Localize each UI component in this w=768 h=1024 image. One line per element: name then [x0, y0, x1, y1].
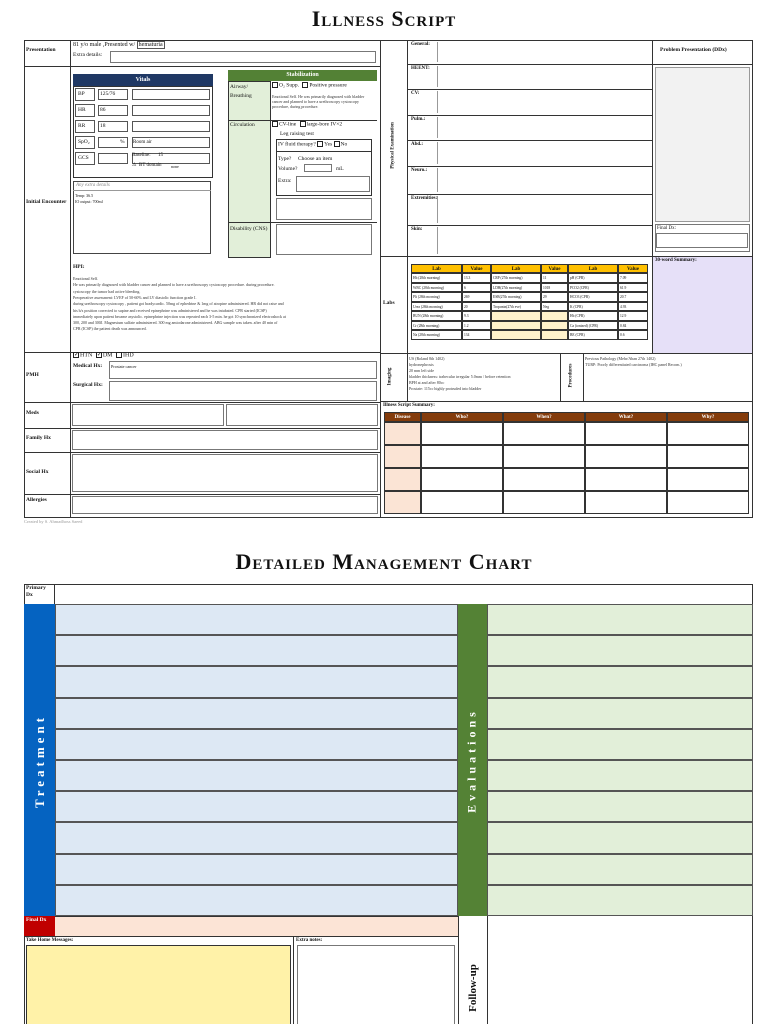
- iv-fluid-yes-label: Yes: [324, 141, 333, 148]
- lab-cell[interactable]: K (CPR): [568, 302, 618, 312]
- surgical-hx-label: Surgical Hx:: [73, 382, 103, 388]
- summary-cell[interactable]: [585, 422, 667, 445]
- summary-cell[interactable]: [384, 422, 421, 445]
- management-title: Detailed Management Chart: [235, 549, 533, 574]
- vital-value: 18: [100, 123, 106, 129]
- allergies-input[interactable]: [72, 496, 378, 514]
- hpi-line: 300, 200 and 300J. Magnesium sulfate administered. 300 mg amiodarone administered. ABG sample was taken. after 40 min of: [73, 320, 278, 326]
- lab-cell[interactable]: 0.6: [618, 330, 648, 340]
- physical-exam-label: General:: [411, 42, 430, 47]
- summary-cell[interactable]: [384, 445, 421, 468]
- lab-cell[interactable]: 1.2: [462, 321, 491, 331]
- physical-exam-divider: [407, 89, 652, 90]
- lab-cell[interactable]: pH (CPR): [568, 273, 618, 283]
- lab-cell[interactable]: HCO3 (CPR): [568, 292, 618, 302]
- treatment-row[interactable]: [55, 885, 458, 916]
- physical-exam-divider: [407, 166, 652, 167]
- lab-cell[interactable]: 9.3: [462, 311, 491, 321]
- evaluation-row[interactable]: [487, 604, 753, 635]
- summary-table-label: Illness Script Summary:: [383, 403, 435, 408]
- lab-header: Value: [462, 264, 491, 273]
- final-dx-input[interactable]: [656, 233, 748, 248]
- age-value[interactable]: 81: [73, 42, 79, 48]
- physical-exam-label: Skin:: [411, 227, 423, 232]
- evaluation-row[interactable]: [487, 698, 753, 729]
- dm-checkbox[interactable]: [96, 352, 102, 358]
- evaluation-row[interactable]: [487, 760, 753, 791]
- hpi-line: Preoperative assessment: LVEF of 50-60% and LV diastolic function grade I.: [73, 294, 197, 300]
- medical-hx-label: Medical Hx:: [73, 363, 103, 369]
- final-dx-label: Final Dx:: [657, 226, 677, 231]
- vital-label: SpO₂: [78, 139, 90, 145]
- credit-text: Created by S. Ahmadhoss Saeed: [24, 519, 83, 524]
- physical-exam-label: Extremities:: [411, 196, 438, 201]
- physical-exam-divider: [407, 115, 652, 116]
- mgmt-final-dx-label: Final Dx: [26, 917, 47, 923]
- lab-header: Value: [541, 264, 568, 273]
- cvline-label: CV-line: [279, 121, 297, 128]
- cvline-checkbox[interactable]: [272, 121, 278, 127]
- lab-cell[interactable]: Ca (ionized) (CPR): [568, 321, 618, 331]
- treatment-label: Treatment: [32, 714, 47, 808]
- summary-cell[interactable]: [421, 445, 503, 468]
- lab-cell[interactable]: 134: [462, 330, 491, 340]
- sex-value[interactable]: male: [89, 42, 102, 48]
- lab-cell[interactable]: 13.3: [462, 273, 491, 283]
- imaging-line: US (Roland 8th 1402): [409, 356, 445, 361]
- physical-exam-input[interactable]: [437, 117, 650, 138]
- presented-with-label: ,Presented w/: [102, 42, 136, 48]
- ivline-label: large-bore IV×2: [306, 121, 343, 128]
- illness-script-title: Illness Script: [311, 6, 457, 31]
- vital-unit: %: [120, 139, 125, 145]
- lab-cell[interactable]: 4.93: [618, 302, 648, 312]
- summary-cell[interactable]: [667, 468, 749, 491]
- lab-cell[interactable]: [541, 311, 568, 321]
- follow-up-box[interactable]: [489, 918, 751, 1024]
- ddx-box[interactable]: [655, 67, 750, 222]
- hpi-line: CPR (ICSP) the patient death was announced.: [73, 326, 147, 332]
- physical-exam-label: Neuro.:: [411, 168, 428, 173]
- lab-cell[interactable]: 11: [541, 273, 568, 283]
- primary-dx-label: Primary Dx: [26, 585, 46, 598]
- hpi-label: HPI:: [73, 264, 85, 270]
- treatment-row[interactable]: [55, 666, 458, 697]
- take-home-label: Take Home Messages:: [26, 938, 74, 943]
- lab-cell[interactable]: 29: [541, 292, 568, 302]
- lab-cell[interactable]: Troponin(27th eve): [491, 302, 541, 312]
- family-hx-input[interactable]: [72, 430, 378, 450]
- lab-cell[interactable]: 61.9: [618, 283, 648, 293]
- physical-exam-input[interactable]: [437, 66, 650, 87]
- imaging-line: hydronephrosis: [409, 362, 434, 367]
- social-hx-input[interactable]: [72, 454, 378, 492]
- vital-label: GCS: [78, 155, 89, 161]
- physical-exam-input[interactable]: [437, 91, 650, 113]
- summary-cell[interactable]: [421, 422, 503, 445]
- physical-exam-input[interactable]: [437, 42, 650, 62]
- bt-domain-label: BT domain: [139, 163, 162, 168]
- summary-cell[interactable]: [384, 468, 421, 491]
- vital-value-input[interactable]: [98, 153, 128, 164]
- evaluations-label: Evaluations: [464, 708, 479, 813]
- hpi-line: during urethroscopy cystoscopy , patient got bradycardic. 50mg of ephedrine & 1mg of atropine administered. HR did not raise and: [73, 301, 284, 307]
- hpi-line: Emotional Self.: [73, 276, 99, 281]
- physical-exam-label: CV:: [411, 91, 420, 96]
- meds-input-2[interactable]: [226, 404, 378, 426]
- lab-header: Lab: [491, 264, 541, 273]
- vital-label: RR: [78, 123, 86, 129]
- physical-exam-label: Pulm.:: [411, 117, 426, 122]
- lab-cell[interactable]: 12.9: [618, 311, 648, 321]
- treatment-row[interactable]: [55, 635, 458, 666]
- presentation-label: Presentation: [26, 47, 56, 53]
- vital-note-input[interactable]: [132, 105, 210, 116]
- lab-cell[interactable]: [491, 311, 541, 321]
- extra-details-input[interactable]: [110, 51, 376, 63]
- physical-exam-divider: [407, 140, 652, 141]
- lab-cell[interactable]: ESR(27th morning): [491, 292, 541, 302]
- primary-dx-input[interactable]: [55, 585, 752, 603]
- allergies-label: Allergies: [26, 497, 47, 503]
- lab-cell[interactable]: 7.09: [618, 273, 648, 283]
- physical-exam-input[interactable]: [437, 227, 650, 254]
- problem-presentation-label: Problem Presentation (DDx): [660, 47, 727, 53]
- physical-exam-divider: [407, 64, 652, 65]
- physical-exam-side-label: Physical Examination: [390, 122, 396, 169]
- iv-fluid-no-checkbox[interactable]: [334, 141, 340, 147]
- lab-cell[interactable]: PCO2 (CPR): [568, 283, 618, 293]
- ihd-label: IHD: [123, 352, 134, 359]
- lab-cell[interactable]: WBC (28th morning): [411, 283, 462, 293]
- vital-label: BP: [78, 91, 85, 97]
- gcs-baseline-value[interactable]: 15: [158, 153, 163, 158]
- lab-cell[interactable]: BE (CPR): [568, 330, 618, 340]
- disability-input[interactable]: [276, 224, 372, 255]
- family-hx-label: Family Hx: [26, 435, 51, 441]
- leg-raise-label: Leg raising test: [280, 131, 314, 137]
- initial-encounter-label: Initial Encounter: [26, 199, 67, 205]
- vital-value: 86: [100, 107, 106, 113]
- warning-icon: ⚠: [132, 163, 137, 168]
- lab-cell[interactable]: Cr (28th morning): [411, 321, 462, 331]
- imaging-line: Prostate: 115cc highly protruded into bladder: [409, 386, 482, 391]
- evaluation-row[interactable]: [487, 822, 753, 853]
- extra-label: Extra:: [278, 178, 292, 184]
- lab-cell[interactable]: Na (28th morning): [411, 330, 462, 340]
- lab-cell[interactable]: Urea (28th morning): [411, 302, 462, 312]
- lab-cell[interactable]: Plt (28th morning): [411, 292, 462, 302]
- extra-details-line-2: IO output: 700ml: [75, 199, 103, 204]
- lab-cell[interactable]: [541, 321, 568, 331]
- hpi-line: He was primarily diagnosed with bladder cancer and planned to have a urethroscopy cystoscopy procedure. during procedure.: [73, 282, 275, 288]
- volume-unit: mL: [336, 166, 344, 172]
- summary-cell[interactable]: [585, 468, 667, 491]
- htn-label: HTN: [80, 352, 93, 359]
- htn-checkbox[interactable]: [73, 352, 79, 358]
- vital-note: Room air: [133, 140, 152, 145]
- treatment-row[interactable]: [55, 729, 458, 760]
- ppv-label: Positive pressure: [309, 82, 347, 89]
- summary-cell[interactable]: [384, 491, 421, 514]
- summary-30-box[interactable]: [653, 257, 752, 353]
- lab-cell[interactable]: 269: [462, 292, 491, 302]
- fluid-type-select[interactable]: Choose an item: [298, 156, 333, 162]
- extra-notes-box[interactable]: [297, 945, 455, 1024]
- physical-exam-input[interactable]: [437, 142, 650, 164]
- iv-fluid-label: IV fluid therapy?: [278, 141, 316, 148]
- physical-exam-input[interactable]: [437, 168, 650, 192]
- extra-details-placeholder: Any extra details: [76, 183, 110, 188]
- airway-text: Emotional Self. He was primarily diagnosed with bladder cancer and planned to have a urethroscopy cystoscopy procedure, during procedure.: [272, 94, 365, 110]
- summary-cell[interactable]: [503, 468, 585, 491]
- physical-exam-label: Abd.:: [411, 142, 424, 147]
- treatment-row[interactable]: [55, 698, 458, 729]
- summary-cell[interactable]: [503, 422, 585, 445]
- take-home-box[interactable]: [26, 945, 291, 1024]
- bt-domain-value[interactable]: none: [171, 164, 179, 169]
- volume-input[interactable]: [304, 164, 332, 172]
- vital-note-input[interactable]: [132, 89, 210, 100]
- lab-cell[interactable]: 6: [462, 283, 491, 293]
- vital-label: HR: [78, 107, 86, 113]
- iv-fluid-no-label: No: [340, 141, 348, 148]
- summary-cell[interactable]: [421, 491, 503, 514]
- disability-label: Disability (CNS): [230, 226, 268, 232]
- circulation-label: Circulation: [230, 122, 255, 128]
- summary-header: Who?: [421, 412, 503, 422]
- imaging-line: bladder thickness: trabecular irregular 5.0mm / before retention: [409, 374, 511, 379]
- imaging-line: 20 mm left side: [409, 368, 434, 373]
- o2-supp-label: O₂ Supp.: [279, 82, 299, 89]
- lab-cell[interactable]: [491, 321, 541, 331]
- o2-supp-checkbox[interactable]: [272, 82, 278, 88]
- iv-fluid-yes-checkbox[interactable]: [317, 141, 323, 147]
- airway-label: Airway/ Breathing: [230, 84, 252, 99]
- extra-notes-label: Extra notes:: [296, 938, 323, 943]
- physical-exam-input[interactable]: [437, 196, 650, 223]
- evaluation-row[interactable]: [487, 791, 753, 822]
- summary-cell[interactable]: [667, 445, 749, 468]
- lab-cell[interactable]: Hb (CPR): [568, 311, 618, 321]
- lab-cell[interactable]: LDH(27th morning): [491, 283, 541, 293]
- follow-up-label: Follow-up: [467, 964, 479, 1012]
- summary-header: Why?: [667, 412, 749, 422]
- extra-input[interactable]: [296, 176, 370, 192]
- lab-cell[interactable]: [541, 330, 568, 340]
- summary-30-label: 30-word Summary:: [655, 258, 697, 263]
- summary-header: Disease: [384, 412, 421, 422]
- pmh-label: PMH: [26, 372, 39, 378]
- volume-label: Volume?: [278, 166, 298, 172]
- lab-header: Value: [618, 264, 648, 273]
- procedure-line: Previous Pathology (Mehr/Aban 27th 1402): [585, 356, 656, 361]
- summary-cell[interactable]: [503, 491, 585, 514]
- summary-cell[interactable]: [503, 445, 585, 468]
- medical-hx-value[interactable]: Prostate cancer: [111, 364, 137, 369]
- extra-details-box[interactable]: [73, 181, 211, 254]
- summary-header: What?: [585, 412, 667, 422]
- treatment-row[interactable]: [55, 604, 458, 635]
- meds-input-1[interactable]: [72, 404, 224, 426]
- stabilization-header: Stabilization: [228, 70, 377, 81]
- imaging-label: Imaging: [387, 367, 393, 386]
- ppv-checkbox[interactable]: [302, 82, 308, 88]
- vitals-header: Vitals: [73, 74, 213, 86]
- summary-header: When?: [503, 412, 585, 422]
- evaluation-row[interactable]: [487, 885, 753, 916]
- summary-cell[interactable]: [421, 468, 503, 491]
- ivline-checkbox[interactable]: [300, 121, 306, 127]
- hpi-line: immediately upon patient became asystolic. epinephrine injection was repeated each 3-5 min. he got 10 synchronized electroshock at: [73, 313, 286, 319]
- age-unit: y/o: [80, 42, 89, 48]
- lab-cell[interactable]: 20: [462, 302, 491, 312]
- final-dx-field[interactable]: [55, 916, 458, 936]
- hpi-line: his b/s position corrected to supine and received epinephrine was administered and he was intubated. CPR started (ICSP): [73, 307, 267, 313]
- procedures-label: Procedures: [568, 363, 574, 388]
- treatment-row[interactable]: [55, 791, 458, 822]
- evaluation-row[interactable]: [487, 666, 753, 697]
- fluid-type-label: Type?: [278, 156, 292, 162]
- lab-cell[interactable]: CRP (27th morning): [491, 273, 541, 283]
- summary-cell[interactable]: [667, 491, 749, 514]
- evaluation-row[interactable]: [487, 854, 753, 885]
- vital-note-input[interactable]: [132, 121, 210, 132]
- gcs-baseline-label: Baseline:: [132, 153, 151, 158]
- vital-value: 125/76: [100, 91, 116, 97]
- physical-exam-label: HEENT:: [411, 66, 430, 71]
- lab-cell[interactable]: Neg: [541, 302, 568, 312]
- lab-cell[interactable]: Hb (28th morning): [411, 273, 462, 283]
- complaint-value[interactable]: hematuria: [138, 42, 163, 48]
- treatment-row[interactable]: [55, 760, 458, 791]
- physical-exam-divider: [407, 225, 652, 226]
- summary-cell[interactable]: [667, 422, 749, 445]
- lab-header: Lab: [568, 264, 618, 273]
- lab-header: Lab: [411, 264, 462, 273]
- ihd-checkbox[interactable]: [116, 352, 122, 358]
- physical-exam-divider: [407, 194, 652, 195]
- summary-cell[interactable]: [585, 445, 667, 468]
- extra-details-label: Extra details:: [73, 52, 103, 58]
- procedure-line: TURP: Poorly differentiated carcinoma (IHC panel Recom.): [585, 362, 682, 367]
- surgical-hx-input[interactable]: [109, 381, 377, 401]
- lab-cell[interactable]: 1018: [541, 283, 568, 293]
- lab-cell[interactable]: BUN (28th morning): [411, 311, 462, 321]
- summary-cell[interactable]: [585, 491, 667, 514]
- social-hx-label: Social Hx: [26, 469, 49, 475]
- lab-cell[interactable]: 20.7: [618, 292, 648, 302]
- treatment-row[interactable]: [55, 822, 458, 853]
- lab-cell[interactable]: 0.84: [618, 321, 648, 331]
- lab-cell[interactable]: [491, 330, 541, 340]
- treatment-row[interactable]: [55, 854, 458, 885]
- meds-label: Meds: [26, 410, 39, 416]
- imaging-line: BPH at and after 80cc: [409, 380, 445, 385]
- labs-label: Labs: [383, 300, 395, 306]
- dm-label: DM: [102, 352, 113, 359]
- extra-details-line-1: Temp: 36.5: [75, 193, 94, 198]
- hpi-line: cystoscopy the tumor had active bleeding.: [73, 288, 141, 294]
- evaluation-row[interactable]: [487, 729, 753, 760]
- evaluation-row[interactable]: [487, 635, 753, 666]
